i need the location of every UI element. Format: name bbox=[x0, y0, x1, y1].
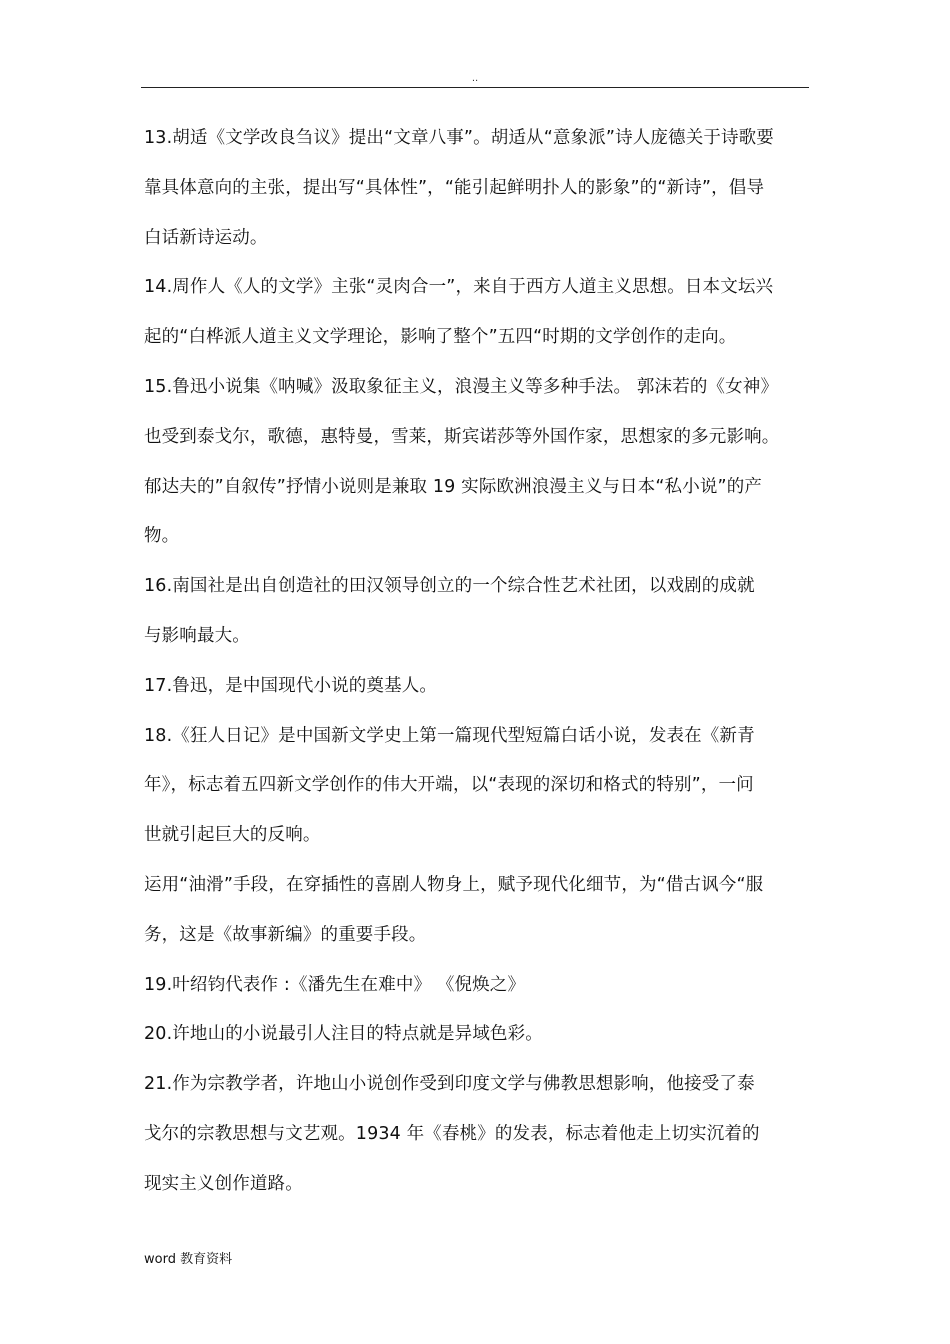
text-line: 15.鲁迅小说集《呐喊》汲取象征主义，浪漫主义等多种手法。 郭沫若的《女神》 bbox=[144, 376, 779, 397]
text-line: 18.《狂人日记》是中国新文学史上第一篇现代型短篇白话小说，发表在《新青 bbox=[144, 725, 755, 746]
text-line: 17.鲁迅，是中国现代小说的奠基人。 bbox=[144, 675, 438, 696]
text-line: 物。 bbox=[144, 526, 180, 547]
page-footer: word 教育资料 bbox=[144, 1252, 233, 1267]
text-line: 务，这是《故事新编》的重要手段。 bbox=[144, 924, 427, 945]
text-line: 20.许地山的小说最引人注目的特点就是异域色彩。 bbox=[144, 1024, 543, 1045]
document-body bbox=[144, 114, 808, 1210]
text-line: 14.周作人《人的文学》主张“灵肉合一”，来自于西方人道主义思想。日本文坛兴 bbox=[144, 277, 774, 298]
text-line: 靠具体意向的主张，提出写“具体性”，“能引起鲜明扑人的影象”的“新诗”，倡导 bbox=[144, 177, 765, 198]
header-rule bbox=[141, 87, 809, 88]
text-line: 21.作为宗教学者，许地山小说创作受到印度文学与佛教思想影响，他接受了泰 bbox=[144, 1074, 755, 1095]
text-line: 年》，标志着五四新文学创作的伟大开端，以“表现的深切和格式的特别”，一问 bbox=[144, 775, 754, 796]
text-line: 郁达夫的”自叙传”抒情小说则是兼取 19 实际欧洲浪漫主义与日本“私小说”的产 bbox=[144, 476, 763, 497]
text-line: 与影响最大。 bbox=[144, 625, 250, 646]
text-line: 起的“白桦派人道主义文学理论，影响了整个”五四“时期的文学创作的走向。 bbox=[144, 327, 737, 348]
text-line: 13.胡适《文学改良刍议》提出“文章八事”。胡适从“意象派”诗人庞德关于诗歌要 bbox=[144, 128, 774, 148]
text-line: 世就引起巨大的反响。 bbox=[144, 825, 321, 846]
text-line: 白话新诗运动。 bbox=[144, 227, 268, 248]
text-line: 16.南国社是出自创造社的田汉领导创立的一个综合性艺术社团，以戏剧的成就 bbox=[144, 576, 755, 597]
text-line: 也受到泰戈尔，歌德，惠特曼，雪莱，斯宾诺莎等外国作家，思想家的多元影响。 bbox=[144, 426, 780, 447]
text-line: 19.叶绍钧代表作 :《潘先生在难中》 《倪焕之》 bbox=[144, 974, 526, 995]
text-line: 运用“油滑”手段，在穿插性的喜剧人物身上，赋予现代化细节，为“借古讽今“服 bbox=[144, 874, 764, 895]
header-mark: .. bbox=[471, 73, 479, 84]
text-line: 现实主义创作道路。 bbox=[144, 1173, 303, 1194]
text-line: 戈尔的宗教思想与文艺观。1934 年《春桃》的发表，标志着他走上切实沉着的 bbox=[144, 1123, 760, 1144]
